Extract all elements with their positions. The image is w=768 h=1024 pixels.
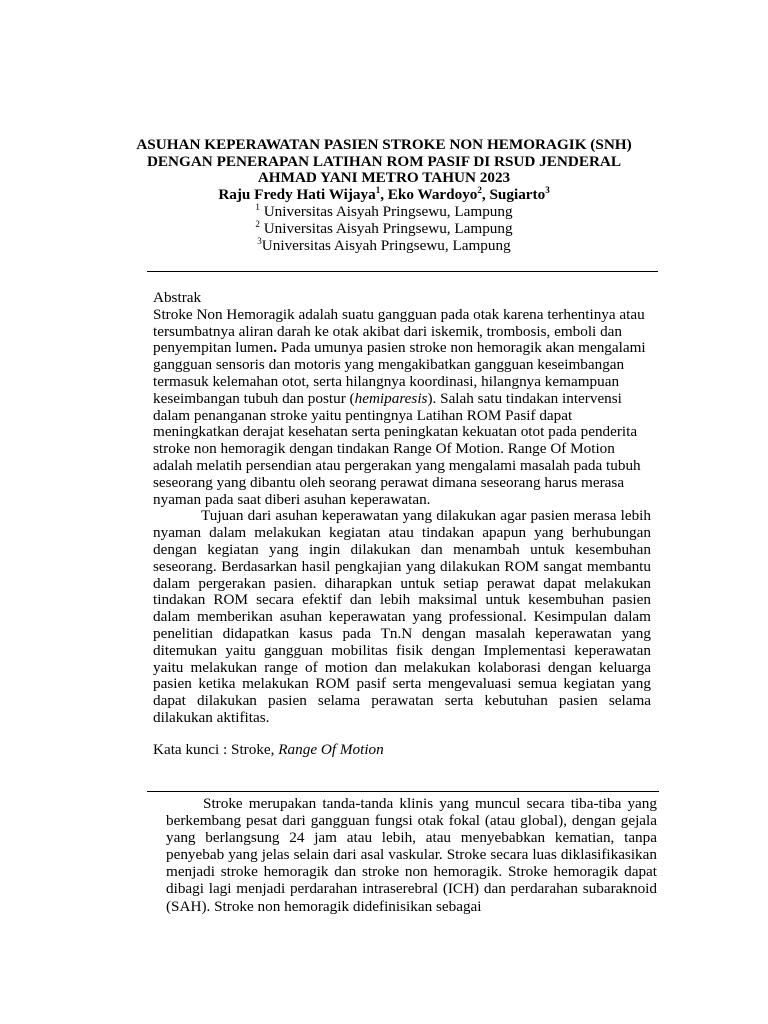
affiliation-text: Universitas Aisyah Pringsewu, Lampung [259,203,513,220]
abstract-heading: Abstrak [153,289,202,306]
keywords-italic: Range Of Motion [278,741,384,758]
abstract-text: Pada umunya pasien stroke non hemoragik akan mengalami gangguan sensoris dan motoris yang mengakibatkan gangguan keseimbangan termasuk kelemahan otot, serta hilangnya koordinasi, hilangnya kemampuan keseimbangan tubuh dan postur ( [153,339,646,407]
affiliation-list [110,203,658,255]
affiliation-sup: 1 [255,201,260,212]
paper-title [110,137,658,187]
affiliation-text: Universitas Aisyah Pringsewu, Lampung [259,220,513,238]
abstract-section [153,290,651,727]
author-name: Eko Wardoyo [387,186,478,203]
author-name: Raju Fredy Hati Wijaya [218,186,376,203]
title-line: DENGAN PENERAPAN LATIHAN ROM PASIF DI RSUD JENDERAL [146,152,622,170]
author-sup: 2 [477,184,482,195]
affiliation [110,203,658,220]
title-line: ASUHAN KEPERAWATAN PASIEN STROKE NON HEMORAGIK (SNH) [136,136,632,153]
keywords-label: Kata kunci : Stroke, [153,741,279,758]
abstract-text: . [273,339,277,357]
abstract-italic-term: hemiparesis [354,389,428,407]
author-sup: 1 [375,184,381,195]
section-divider [147,791,659,792]
affiliation-sup: 2 [255,219,260,230]
author-sup: 3 [545,184,550,195]
header-divider [147,271,658,272]
abstract-text: ). Salah satu tindakan intervensi dalam penanganan stroke yaitu pentingnya Latihan ROM Pasif dapat meningkatkan derajat kesehatan serta peningkatan kekuatan otot pada penderita stroke non hemoragik dengan tindakan Range Of Motion. Range Of Motion adalah melatih persendian atau pergerakan yang mengalami masalah pada tubuh seseorang yang dibantu oleh seorang perawat dimana seseorang harus merasa nyaman pada saat diberi asuhan keperawatan. [153,389,641,508]
affiliation [110,220,658,237]
affiliation-text: Universitas Aisyah Pringsewu, Lampung [261,237,511,255]
abstract-paragraph: Tujuan dari asuhan keperawatan yang dilakukan agar pasien merasa lebih nyaman dalam melakukan kegiatan atau tindakan apapun yang berhubungan dengan kegiatan yang ingin dilakukan dan menambah untuk kesembuhan seseorang. Berdasarkan hasil pengkajian yang dilakukan ROM sangat membantu dalam pergerakan pasien. diharapkan untuk setiap perawat dapat melakukan tindakan ROM secara efektif dan lebih maksimal untuk kesembuhan pasien dalam memberikan asuhan keperawatan yang professional. Kesimpulan dalam penelitian didapatkan kasus pada Tn.N dengan masalah keperawatan yang ditemukan yaitu gangguan mobilitas fisik dengan Implementasi keperawatan yaitu melakukan range of motion dan melakukan kolaborasi dengan keluarga pasien ketika melakukan ROM pasif serta mengevaluasi semua kegiatan yang dapat dilakukan pasien selama perawatan serta kebutuhan pasien selama dilakukan aktifitas. [153,507,651,726]
affiliation-sup: 3 [257,236,262,247]
abstract-text: Stroke Non Hemoragik adalah suatu gangguan pada otak karena terhentinya atau tersumbatnya aliran darah ke otak akibat dari iskemik, trombosis, emboli dan penyempitan lumen [153,305,645,357]
intro-paragraph: Stroke merupakan tanda-tanda klinis yang muncul secara tiba-tiba yang berkembang pesat dari gangguan fungsi otak fokal (atau global), dengan gejala yang berlangsung 24 jam atau lebih, atau menyebabkan kematian, tanpa penyebab yang jelas selain dari asal vaskular. Stroke secara luas diklasifikasikan menjadi stroke hemoragik dan stroke non hemoragik. Stroke hemoragik dapat dibagi lagi menjadi perdarahan intraserebral (ICH) dan perdarahan subaraknoid (SAH). Stroke non hemoragik didefinisikan sebagai [166,795,657,915]
title-line: AHMAD YANI METRO TAHUN 2023 [257,169,511,187]
author-list: Raju Fredy Hati Wijaya$^1$, Eko Wardoyo$^2$, Sugiarto$^3$ [218,184,550,203]
abstract-paragraph [153,307,651,509]
author-name: Sugiarto [489,186,546,203]
keywords-line [153,741,651,758]
affiliation [110,237,658,254]
